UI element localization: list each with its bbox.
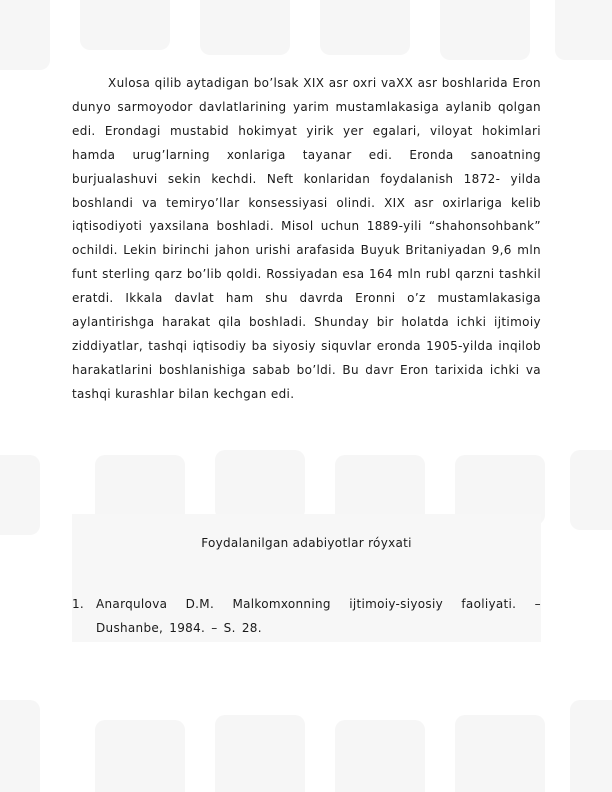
reference-item <box>72 592 541 640</box>
reference-number: 1. <box>72 597 85 611</box>
references-section <box>72 514 541 642</box>
conclusion-paragraph: Xulosa qilib aytadigan bo’lsak XIX asr oxri vaXX asr boshlarida Eron dunyo sarmoyodor davlatlarining yarim mustamlakasiga aylanib qolgan edi. Erondagi mustabid hokimyat yirik yer egalari, viloyat hokimlari hamda urug’larning xonlariga tayanar edi. Eronda sanoatning burjualashuvi sekin kechdi. Neft konlaridan foydalanish 1872- yilda boshlandi va temiryo’llar konsessiyasi olindi. XIX asr oxirlariga kelib iqtisodiyoti yaxsilana boshladi. Misol uchun 1889-yili “shahonsohbank” ochildi. Lekin birinchi jahon urishi arafasida Buyuk Britaniyadan 9,6 mln funt sterling qarz bo’lib qoldi. Rossiyadan esa 164 mln rubl qarzni tashkil eratdi. Ikkala davlat ham shu davrda Eronni o’z mustamlakasiga aylantirishga harakat qila boshladi. Shunday bir holatda ichki ijtimoiy ziddiyatlar, tashqi iqtisodiy ba siyosiy siquvlar eronda 1905-yilda inqilob harakatlarini boshlanishiga sabab bo’ldi. Bu davr Eron tarixida ichki va tashqi kurashlar bilan kechgan edi. <box>72 76 541 401</box>
references-title: Foydalanilgan adabiyotlar róyxati <box>201 536 412 550</box>
reference-text: Anarqulova D.M. Malkomxonning ijtimoiy-siyosiy faoliyati. – Dushanbe, 1984. – S. 28. <box>96 597 541 635</box>
